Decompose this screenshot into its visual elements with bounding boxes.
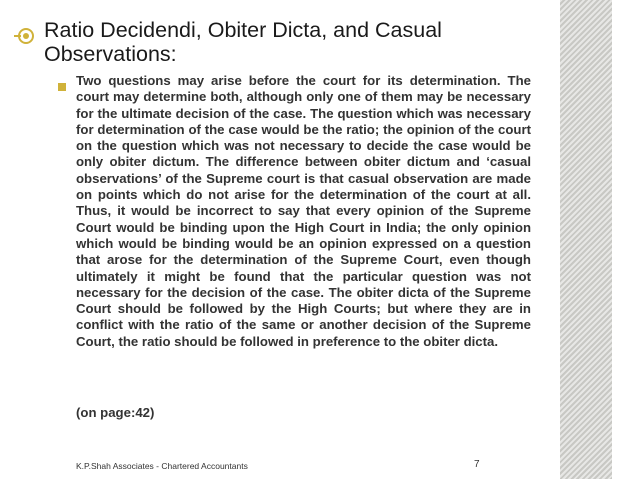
body-paragraph: Two questions may arise before the court for its determination. The court may determine both, although only one of them may be necessary for the ultimate decision of the case. The question which was necessary for determination of the case would be the ratio; the opinion of the court on the question which was not necessary to decide the case would be only obiter dictum. The difference between obiter dictum and ‘casual observations’ of the Supreme court is that casual observation are made on points which do not arise for the determination of the court at all. Thus, it would be incorrect to say that every opinion of the Supreme Court would be binding upon the High Court in India; the only opinion which would be binding would be an opinion expressed on a question that arose for the determination of the Supreme Court, even though ultimately it might be found that the particular question was not necessary for the decision of the case. The obiter dicta of the Supreme Court should be followed by the High Courts; but where they are in conflict with the ratio of the same or another decision of the Supreme Court, the ratio should be followed in preference to the obiter dicta.: [76, 73, 531, 349]
slide-heading: [44, 18, 544, 66]
slide-right-margin: [612, 0, 638, 479]
target-bullet-icon: [14, 27, 38, 45]
decorative-side-stripe: [560, 0, 612, 479]
square-bullet-icon: [58, 83, 66, 91]
page-reference: (on page:42): [76, 405, 155, 420]
footer-text: K.P.Shah Associates - Chartered Accountants: [76, 461, 248, 471]
heading-line-2: Observations:: [44, 42, 177, 66]
slide-number: 7: [474, 459, 480, 470]
heading-line-1: Ratio Decidendi, Obiter Dicta, and Casual: [44, 18, 442, 42]
